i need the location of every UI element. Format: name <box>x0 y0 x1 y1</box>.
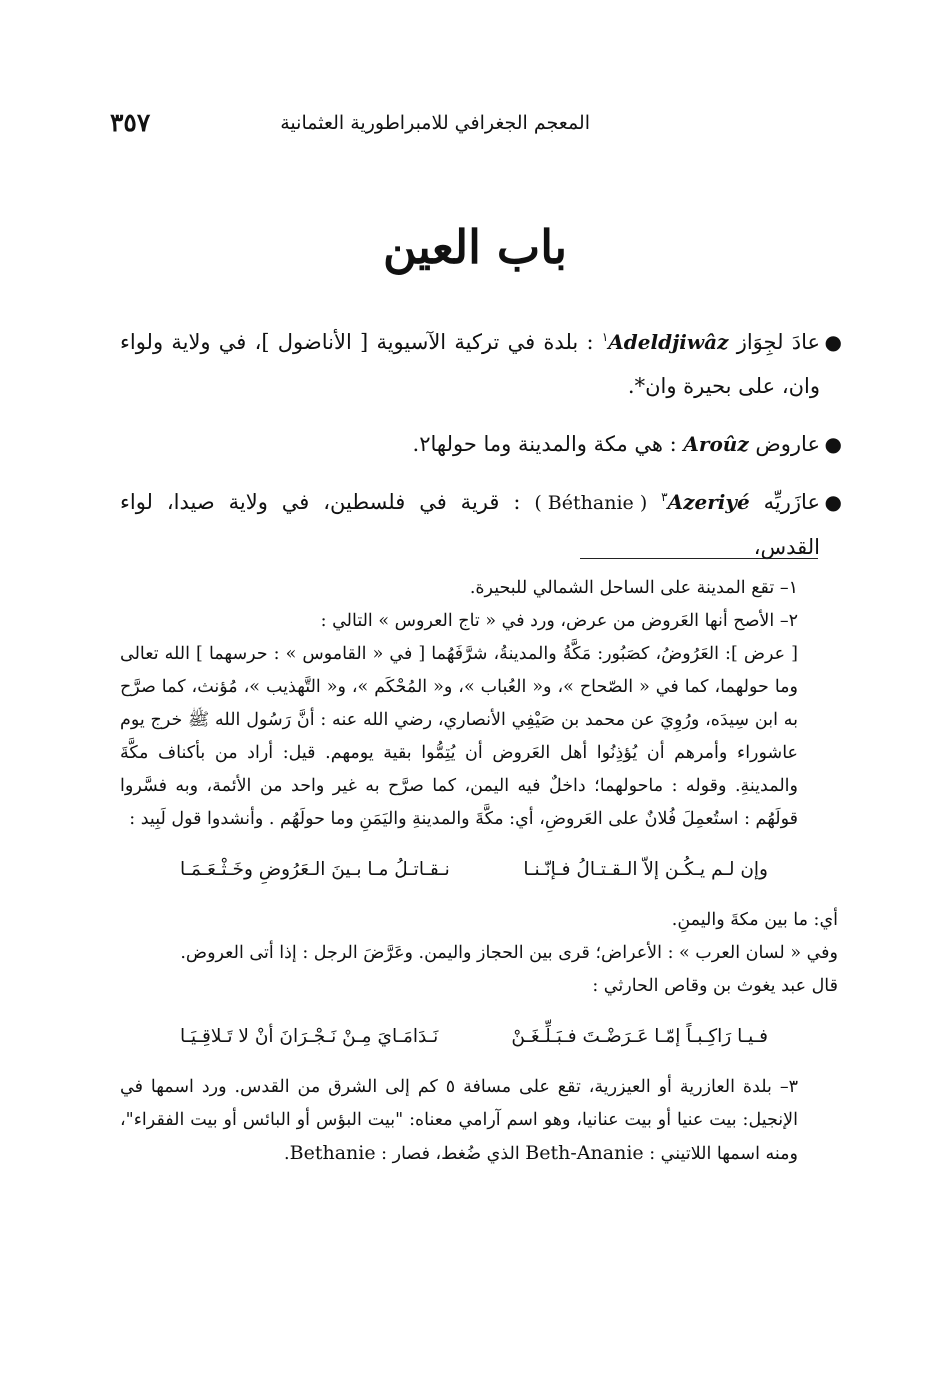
chapter-title: باب العين <box>382 220 568 274</box>
lisan-quote: وفي « لسان العرب » : الأعراض؛ قرى بين الحجاز واليمن. وعَرَّضَ الرجل : إذا أتى العروض. <box>180 943 838 963</box>
footnote-separator <box>580 558 818 559</box>
entry-french-name: ( Béthanie ) <box>534 492 648 514</box>
poem-verse-2 <box>120 1003 838 1071</box>
page-number: ٣٥٧ <box>110 108 151 137</box>
latin-name-bethanie: Bethanie <box>289 1142 376 1164</box>
verse-gloss: أي: ما بين مكةَ واليمنِ. <box>671 910 838 930</box>
verse-second-hemistich: نَـدَامَـايَ مِـنْ نَـجْـرَانَ أنْ لا تَـلاقِـيَـا <box>180 1026 439 1047</box>
entry-list <box>120 320 842 583</box>
entry-name: عادَ لجِوَاز <box>736 330 820 354</box>
latin-name-beth-ananie: Beth-Ananie <box>525 1142 644 1164</box>
footnote-3-end: . <box>284 1144 290 1164</box>
entry-adeldjiwaz <box>120 320 842 408</box>
footnote-3 <box>120 1071 838 1171</box>
entry-text: : قرية في فلسطين، في ولاية صيدا، لواء القدس، <box>120 490 820 559</box>
poem-verse-1 <box>120 836 838 904</box>
entry-arouz <box>120 422 842 466</box>
running-header <box>110 108 830 144</box>
verse-first-hemistich: فـيـا رَاكِـبـاً إمّـا عَـرَضْـتَ فـبَـلِّـغَـنْ <box>511 1026 768 1047</box>
footnote-marker: ٣ <box>661 490 668 504</box>
entry-text: : بلدة في تركية الآسيوية [ الأناضول ]، في ولاية ولواء وان، على بحيرة وان*. <box>120 330 820 398</box>
entry-latin-name: Adeldjiwâz <box>608 330 729 354</box>
bullet-icon: ● <box>824 432 842 456</box>
footnote-3-text-cont: الذي ضُغط، فصار : <box>381 1144 520 1164</box>
entry-text: : هي مكة والمدينة وما حولها٢. <box>412 432 677 456</box>
entry-latin-name: Aroûz <box>683 432 749 456</box>
footnotes <box>120 572 838 1171</box>
entry-latin-name: Azeriyé <box>667 490 750 514</box>
book-title: المعجم الجغرافي للامبراطورية العثمانية <box>280 112 590 134</box>
verse-first-hemistich: وإن لـم يـكُـن إلاّ الـقـتـالُ فـإنّـنـا <box>523 859 768 880</box>
footnote-2-quote: [ عرض ]: العَرُوضُ، كصَبُور: مَكَّةُ والمدينةُ، شرَّفَهُما [ في « القاموس » : حرسهما ] الله تعالى وما حولهما، كما في « الصّحاح »، و« العُباب »، و« المُحْكَم »، و« التَّهذيب »، مُؤنث، كما صرَّح به ابن سِيدَه، ورُوِيَ عن محمد بن صَيْفِي الأنصاري، رضي الله عنه : أنَّ رَسُول الله ﷺ خرج يوم عاشوراء وأمرهم أن يُؤذِنُوا أهل العَروض أن يُتِمُّوا بقية يومهم. قيل: أراد من بأكناف مكَّةَ والمدينةِ. وقوله : ماحولهما؛ داخلٌ فيه اليمن، كما صرَّح به غير واحد من الأئمة، وبه فسَّروا قولَهُم : استُعمِلَ فُلانٌ على العَروضِ، أي: مكَّةَ والمدينةِ واليَمَنِ وما حولَهُم . وأنشدوا قول لَبِيد : <box>120 644 798 829</box>
bullet-icon: ● <box>824 330 842 354</box>
entry-name: عاروض <box>755 432 820 456</box>
entry-name: عازَريِّه <box>763 490 820 514</box>
footnote-3-text: ٣– بلدة العازرية أو العيزرية، تقع على مسافة ٥ كم إلى الشرق من القدس. ورد اسمها في الإنجيل: بيت عنيا أو بيت عنانيا، وهو اسم آرامي معناه: "بيت البؤس أو البائس أو بيت الفقراء"، ومنه اسمها اللاتيني : <box>120 1077 798 1164</box>
footnote-2-intro: ٢– الأصح أنها العَروض من عرض، ورد في « تاج العروس » التالي : <box>320 611 798 631</box>
verse-second-hemistich: نـقـاتـلُ مـا بـينَ الـعَرُوضِ وخَـثْـعَـمَـا <box>180 859 450 880</box>
footnote-1: ١– تقع المدينة على الساحل الشمالي للبحيرة. <box>469 578 798 598</box>
bullet-icon: ● <box>824 490 842 514</box>
footnote-marker: ١ <box>601 330 609 344</box>
poet-attribution: قال عبد يغوث بن وقاص الحارثي : <box>592 976 838 996</box>
entry-azeriye <box>120 480 842 569</box>
